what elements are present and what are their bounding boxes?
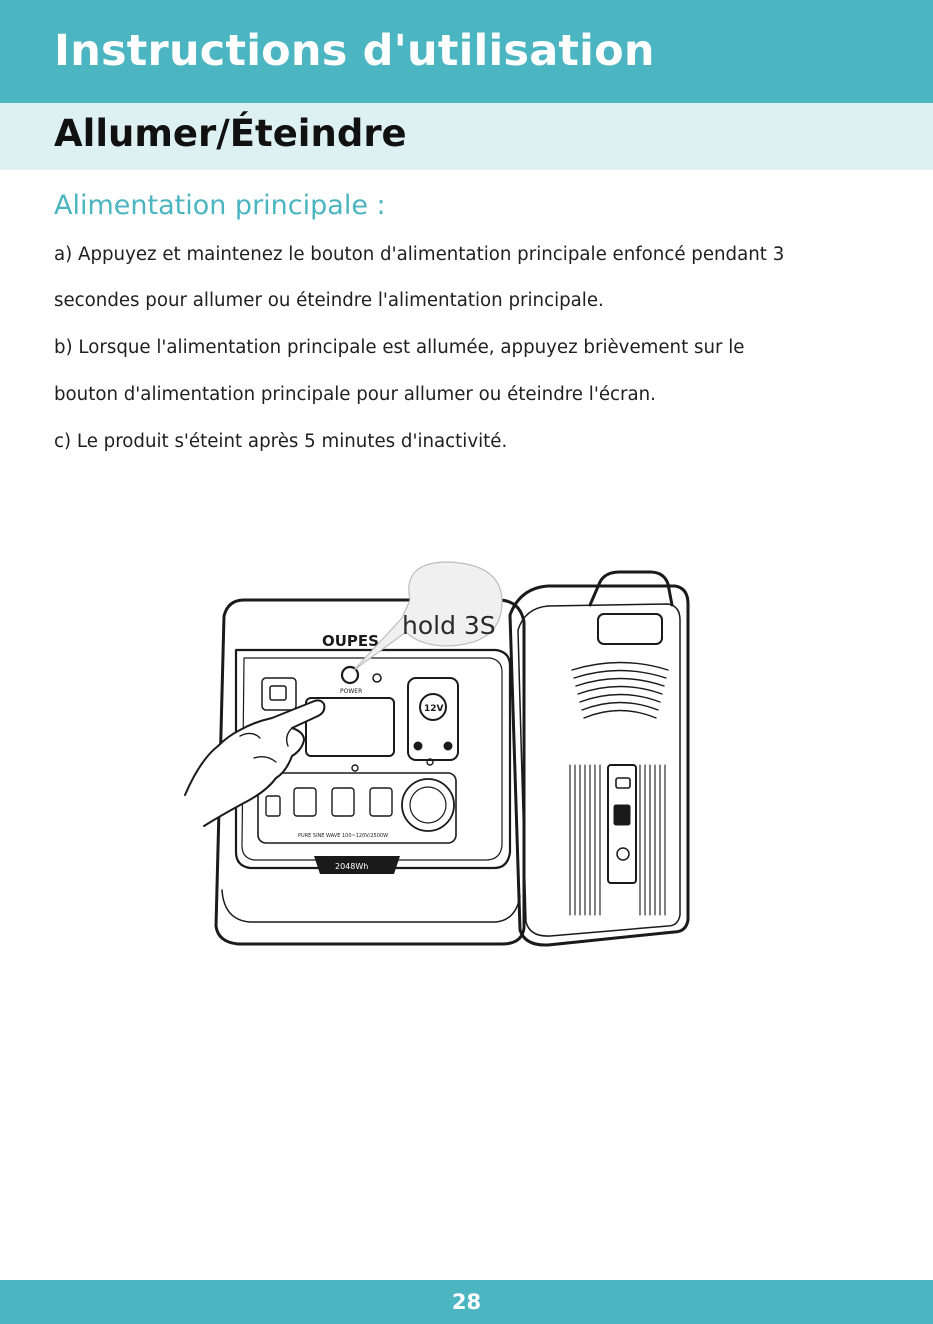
power-station-illustration [180, 560, 700, 960]
hand-pointer-icon [185, 700, 324, 826]
paragraph-b-line2: bouton d'alimentation principale pour allumer ou éteindre l'écran. [54, 384, 656, 405]
section-title: Allumer/Éteindre [54, 112, 407, 155]
paragraph-a-line1: a) Appuyez et maintenez le bouton d'alimentation principale enfoncé pendant 3 [54, 244, 785, 265]
paragraph-b-line1: b) Lorsque l'alimentation principale est allumée, appuyez brièvement sur le [54, 337, 745, 358]
page-number: 28 [451, 1290, 482, 1314]
power-label: POWER [340, 688, 363, 695]
hold-callout: hold 3S [402, 611, 496, 640]
subheading: Alimentation principale : [54, 190, 386, 221]
brand-label: OUPES [322, 632, 379, 650]
paragraph-c: c) Le produit s'éteint après 5 minutes d'inactivité. [54, 431, 508, 452]
paragraph-a-line2: secondes pour allumer ou éteindre l'alimentation principale. [54, 290, 604, 311]
page-header-title: Instructions d'utilisation [54, 26, 655, 76]
car-port-label: 12V [424, 704, 444, 714]
output-label: PURE SINE WAVE 100~120V/2500W [298, 833, 389, 839]
capacity-label: 2048Wh [335, 862, 369, 871]
